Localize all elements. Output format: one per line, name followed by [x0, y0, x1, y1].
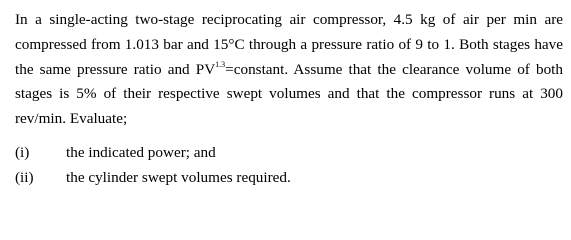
- list-item-text: the indicated power; and: [66, 143, 216, 161]
- list-item-number: (ii): [15, 168, 34, 186]
- polytropic-exponent: 1.3: [215, 59, 226, 69]
- list-item-text: the cylinder swept volumes required.: [66, 168, 291, 186]
- list-item-number: (i): [15, 143, 30, 161]
- list-item: [15, 165, 563, 190]
- list-item: [15, 140, 563, 165]
- problem-text-part1: In a single-acting two-stage reciprocating air compressor, 4.5 kg of air per min are compressed from 1.013 bar and 15°C through a pressure ratio of 9 to 1. Both stages have the same pressure ratio and PV: [15, 11, 563, 78]
- problem-document: [15, 8, 563, 190]
- problem-text-part2: =constant. Assume that the clearance volume of both stages is 5% of their respective swept volumes and that the compressor runs at 300 rev/min. Evaluate;: [15, 60, 563, 128]
- problem-statement: [15, 8, 563, 132]
- question-list: [15, 140, 563, 190]
